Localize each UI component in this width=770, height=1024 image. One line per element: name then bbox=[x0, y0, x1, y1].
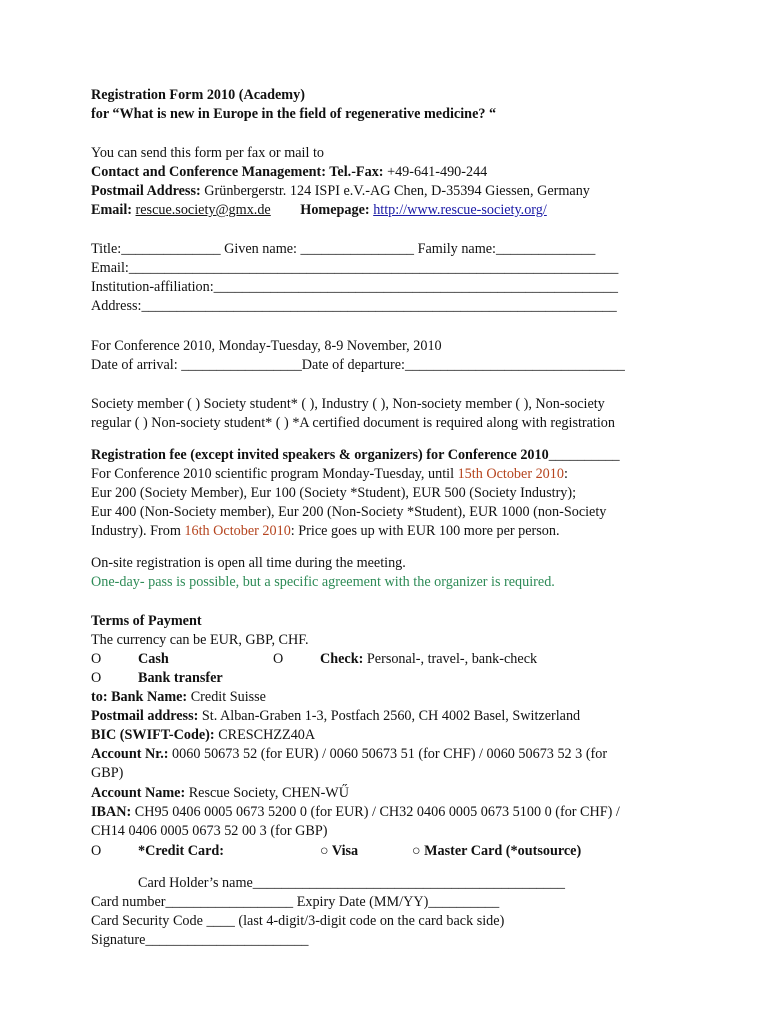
account-number-line bbox=[91, 745, 607, 764]
bank-postmail-line bbox=[91, 707, 580, 726]
account-number-label: Account Nr.: bbox=[91, 746, 169, 762]
fee-line-1-text: For Conference 2010 scientific program Monday-Tuesday, until bbox=[91, 466, 458, 482]
check-types: Personal-, travel-, bank-check bbox=[363, 651, 538, 667]
bic-label: BIC (SWIFT-Code): bbox=[91, 727, 215, 743]
iban-label: IBAN: bbox=[91, 804, 132, 820]
signature-field[interactable]: Signature_______________________ bbox=[91, 932, 309, 948]
bank-transfer-option-circle[interactable]: O bbox=[91, 670, 102, 686]
conference-dates: For Conference 2010, Monday-Tuesday, 8-9 November, 2010 bbox=[91, 338, 442, 354]
fee-line-1-colon: : bbox=[563, 466, 568, 482]
onsite-registration-note: On-site registration is open all time during the meeting. bbox=[91, 555, 406, 571]
late-date: 16th October 2010 bbox=[184, 523, 291, 539]
iban-line-cont: CH14 0406 0005 0673 52 00 3 (for GBP) bbox=[91, 823, 328, 839]
mastercard-option[interactable]: ○ Master Card (*outsource) bbox=[412, 843, 582, 859]
cash-option-circle[interactable]: O bbox=[91, 651, 102, 667]
institution-field[interactable]: Institution-affiliation:_________________________________________________________ bbox=[91, 279, 619, 295]
address-field[interactable]: Address:___________________________________________________________________ bbox=[91, 298, 617, 314]
postmail-address-value: Grünbergerstr. 124 ISPI e.V.-AG Chen, D-35394 Giessen, Germany bbox=[200, 183, 590, 199]
credit-card-option-circle[interactable]: O bbox=[91, 843, 102, 859]
early-deadline-date: 15th October 2010 bbox=[457, 466, 564, 482]
homepage-link[interactable]: http://www.rescue-society.org/ bbox=[373, 202, 547, 218]
account-name-line bbox=[91, 784, 349, 803]
email-homepage-line bbox=[91, 201, 547, 220]
title-given-family-field[interactable]: Title:______________ Given name: ________________ Family name:______________ bbox=[91, 241, 596, 257]
fee-line-1 bbox=[91, 465, 568, 484]
bank-postmail-value: St. Alban-Graben 1-3, Postfach 2560, CH 4002 Basel, Switzerland bbox=[198, 708, 581, 724]
check-label: Check: bbox=[320, 651, 364, 667]
contact-intro: You can send this form per fax or mail to bbox=[91, 145, 325, 161]
membership-options-line1[interactable]: Society member ( ) Society student* ( ), Industry ( ), Non-society member ( ), Non-society bbox=[91, 396, 605, 412]
contact-fax-number: +49-641-490-244 bbox=[383, 164, 488, 180]
terms-of-payment-heading: Terms of Payment bbox=[91, 613, 202, 629]
form-title: Registration Form 2010 (Academy) bbox=[91, 87, 305, 103]
contact-management-line bbox=[91, 163, 487, 182]
fee-line-4 bbox=[91, 522, 560, 541]
email-label: Email: bbox=[91, 202, 132, 218]
contact-management-label: Contact and Conference Management: Tel.-Fax: bbox=[91, 164, 384, 180]
membership-options-line2[interactable]: regular ( ) Non-society student* ( ) *A certified document is required along with registration bbox=[91, 415, 615, 431]
check-option bbox=[320, 650, 537, 669]
card-security-code-field[interactable]: Card Security Code ____ (last 4-digit/3-digit code on the card back side) bbox=[91, 913, 505, 929]
fee-line-2: Eur 200 (Society Member), Eur 100 (Society *Student), EUR 500 (Society Industry); bbox=[91, 485, 577, 501]
iban-line bbox=[91, 803, 620, 822]
bic-value: CRESCHZZ40A bbox=[214, 727, 316, 743]
card-number-expiry-field[interactable]: Card number__________________ Expiry Date (MM/YY)__________ bbox=[91, 894, 500, 910]
bank-name-line bbox=[91, 688, 266, 707]
fee-line-4-text: Industry). From bbox=[91, 523, 185, 539]
bank-name-label: to: Bank Name: bbox=[91, 689, 188, 705]
homepage-label: Homepage: bbox=[300, 202, 370, 218]
credit-card-label: *Credit Card: bbox=[138, 843, 225, 859]
account-number-value: 0060 50673 52 (for EUR) / 0060 50673 51 (for CHF) / 0060 50673 52 3 (for bbox=[168, 746, 608, 762]
iban-value: CH95 0406 0005 0673 5200 0 (for EUR) / CH32 0406 0005 0673 5100 0 (for CHF) / bbox=[131, 804, 620, 820]
currency-note: The currency can be EUR, GBP, CHF. bbox=[91, 632, 309, 648]
bank-transfer-label: Bank transfer bbox=[138, 670, 223, 686]
postmail-address-line bbox=[91, 182, 590, 201]
registration-fee-heading: Registration fee (except invited speakers & organizers) for Conference 2010 bbox=[91, 447, 549, 463]
bank-name-value: Credit Suisse bbox=[187, 689, 266, 705]
bic-line bbox=[91, 726, 315, 745]
registration-fee-heading-underline: __________ bbox=[548, 447, 620, 463]
one-day-pass-note: One-day- pass is possible, but a specific agreement with the organizer is required. bbox=[91, 574, 555, 590]
fee-line-3: Eur 400 (Non-Society member), Eur 200 (Non-Society *Student), EUR 1000 (non-Society bbox=[91, 504, 607, 520]
form-subtitle: for “What is new in Europe in the field of regenerative medicine? “ bbox=[91, 106, 497, 122]
registration-fee-heading-line bbox=[91, 446, 620, 465]
card-holder-field[interactable]: Card Holder’s name____________________________________________ bbox=[138, 875, 565, 891]
account-name-value: Rescue Society, CHEN-WŰ bbox=[185, 785, 349, 801]
visa-option[interactable]: ○ Visa bbox=[320, 843, 359, 859]
email-field[interactable]: Email:_____________________________________________________________________ bbox=[91, 260, 619, 276]
fee-line-4-tail: : Price goes up with EUR 100 more per person. bbox=[290, 523, 560, 539]
postmail-address-label: Postmail Address: bbox=[91, 183, 201, 199]
account-name-label: Account Name: bbox=[91, 785, 186, 801]
account-number-line-cont: GBP) bbox=[91, 765, 124, 781]
email-link[interactable]: rescue.society@gmx.de bbox=[135, 202, 271, 218]
check-option-circle[interactable]: O bbox=[273, 651, 284, 667]
bank-postmail-label: Postmail address: bbox=[91, 708, 199, 724]
arrival-departure-field[interactable]: Date of arrival: _________________Date of departure:_______________________________ bbox=[91, 357, 625, 373]
cash-label: Cash bbox=[138, 651, 169, 667]
